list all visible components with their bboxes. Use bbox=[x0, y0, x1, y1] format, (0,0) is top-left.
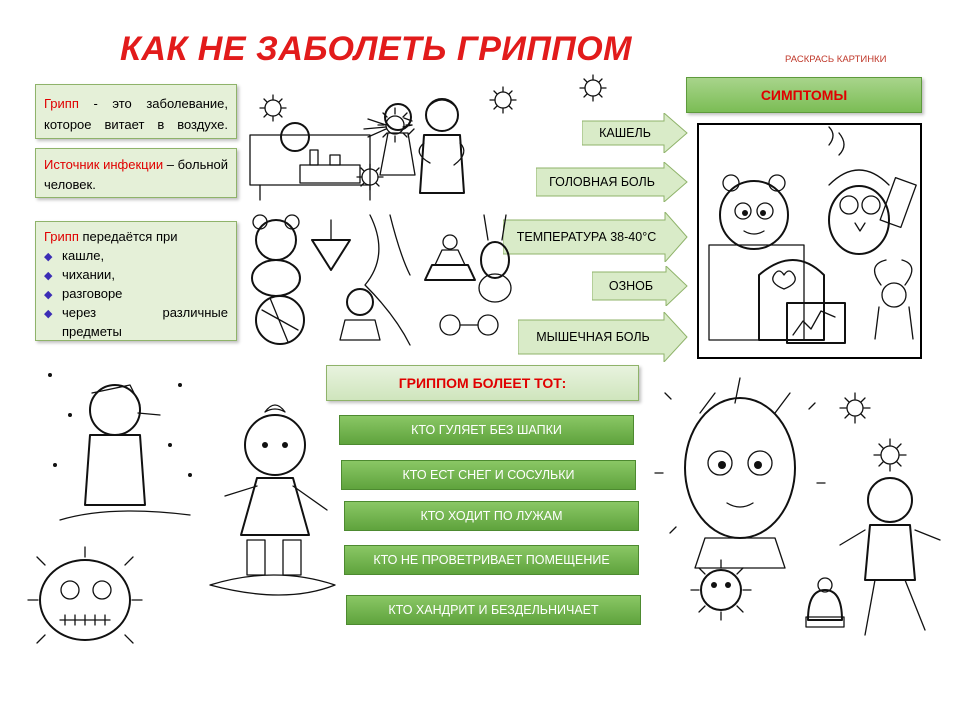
list-item: ◆ чихании, bbox=[44, 265, 228, 284]
definition-keyword: Грипп bbox=[44, 96, 79, 111]
transmission-keyword: Грипп bbox=[44, 229, 79, 244]
bullet-icon bbox=[44, 304, 52, 324]
transmission-list bbox=[44, 246, 228, 341]
symptoms-header: СИМПТОМЫ bbox=[686, 77, 922, 113]
symptom-arrow-chills bbox=[592, 266, 688, 306]
bullet-icon bbox=[44, 247, 52, 267]
bullet-icon bbox=[44, 285, 52, 305]
winter-hat-illustration bbox=[800, 575, 850, 630]
list-item: ◆ кашле, bbox=[44, 246, 228, 265]
boy-with-scarf-illustration bbox=[835, 470, 945, 645]
virus-icon bbox=[578, 73, 608, 103]
who-item-idle: КТО ХАНДРИТ И БЕЗДЕЛЬНИЧАЕТ bbox=[346, 595, 641, 625]
angry-virus-illustration bbox=[20, 545, 150, 655]
symptom-label: ГОЛОВНАЯ БОЛЬ bbox=[549, 175, 655, 189]
who-gets-flu-header: ГРИППОМ БОЛЕЕТ ТОТ: bbox=[326, 365, 639, 401]
sick-characters-illustration bbox=[697, 123, 922, 359]
symptom-arrow-cough bbox=[582, 113, 688, 153]
symptom-arrow-headache bbox=[536, 162, 688, 202]
symptom-arrow-muscle-pain bbox=[518, 312, 688, 352]
virus-icon bbox=[488, 85, 518, 115]
coloring-hint: РАСКРАСЬ КАРТИНКИ bbox=[785, 54, 887, 65]
virus-icon bbox=[870, 435, 910, 475]
who-item-eats-snow: КТО ЕСТ СНЕГ И СОСУЛЬКИ bbox=[341, 460, 636, 490]
info-box-definition bbox=[35, 84, 237, 139]
symptom-label: ОЗНОБ bbox=[608, 279, 654, 293]
list-item: ◆ разговоре bbox=[44, 284, 228, 303]
who-item-no-hat: КТО ГУЛЯЕТ БЕЗ ШАПКИ bbox=[339, 415, 634, 445]
sick-boy-illustration bbox=[645, 373, 835, 573]
who-item-puddles: КТО ХОДИТ ПО ЛУЖАМ bbox=[344, 501, 639, 531]
symptom-arrow-temperature bbox=[503, 212, 688, 252]
boy-without-hat-illustration bbox=[30, 355, 210, 535]
virus-icon bbox=[355, 162, 385, 192]
girl-in-puddle-illustration bbox=[205, 400, 345, 610]
definition-text: - это заболевание, которое витает в воздухе. bbox=[44, 96, 228, 132]
virus-icon bbox=[686, 555, 756, 625]
list-item: ◆ через различные предметы bbox=[44, 303, 228, 341]
virus-icon bbox=[258, 93, 288, 123]
symptom-label: МЫШЕЧНАЯ БОЛЬ bbox=[536, 330, 650, 344]
coughing-boy-illustration bbox=[402, 93, 482, 208]
page-title: КАК НЕ ЗАБОЛЕТЬ ГРИППОМ bbox=[120, 30, 633, 68]
transmission-text: передаётся при bbox=[78, 229, 178, 244]
source-text: – больной человек. bbox=[44, 157, 229, 192]
toys-illustration bbox=[240, 210, 520, 350]
virus-icon bbox=[837, 390, 873, 426]
bullet-icon bbox=[44, 266, 52, 286]
who-item-no-ventilation: КТО НЕ ПРОВЕТРИВАЕТ ПОМЕЩЕНИЕ bbox=[344, 545, 639, 575]
symptom-label: КАШЕЛЬ bbox=[599, 126, 651, 140]
info-box-source bbox=[35, 148, 237, 198]
source-keyword: Источник инфекции bbox=[44, 157, 164, 172]
symptom-label: ТЕМПЕРАТУРА 38-40°С bbox=[516, 230, 657, 244]
info-box-transmission bbox=[35, 221, 237, 341]
